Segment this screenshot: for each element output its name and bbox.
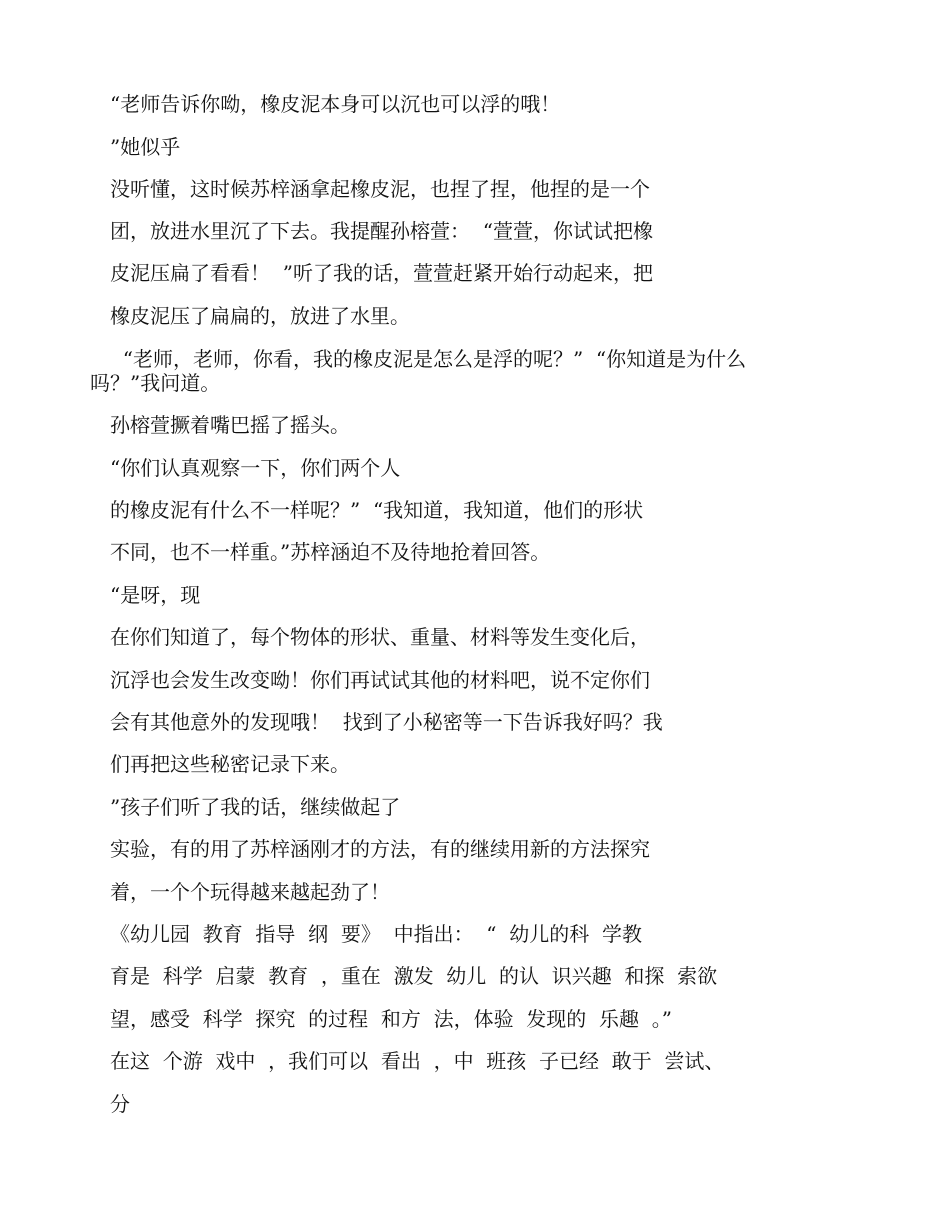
text-line: “老师，老师，你看，我的橡皮泥是怎么是浮的呢？” “你知道是为什么 [110,347,747,371]
text-line: 育是 科学 启蒙 教育 ，重在 激发 幼儿 的认 识兴趣 和探 索欲 [110,964,718,988]
text-line: ”她似乎 [110,135,181,159]
text-line: 在你们知道了，每个物体的形状、重量、材料等发生变化后， [110,625,650,649]
text-line: 《幼儿园 教育 指导 纲 要》 中指出： “ 幼儿的科 学教 [110,922,642,946]
text-line: 着，一个个玩得越来越起劲了！ [110,880,390,904]
text-line: 橡皮泥压了扁扁的，放进了水里。 [110,304,410,328]
text-line: 望，感受 科学 探究 的过程 和方 法，体验 发现的 乐趣 。” [110,1007,672,1031]
text-line: 孙榕萱撅着嘴巴摇了摇头。 [110,413,350,437]
text-line: 沉浮也会发生改变呦！你们再试试其他的材料吧，说不定你们 [110,668,650,692]
text-line: “是呀，现 [110,583,201,607]
text-line: 皮泥压扁了看看！ ”听了我的话，萱萱赶紧开始行动起来，把 [110,261,653,285]
text-line: 们再把这些秘密记录下来。 [110,752,350,776]
text-line: 会有其他意外的发现哦！ 找到了小秘密等一下告诉我好吗？我 [110,710,663,734]
text-line: 团，放进水里沉了下去。我提醒孙榕萱： “萱萱，你试试把橡 [110,219,653,243]
text-line: “老师告诉你呦，橡皮泥本身可以沉也可以浮的哦！ [110,92,561,116]
text-line: ”孩子们听了我的话，继续做起了 [110,795,401,819]
text-line: 分 [110,1092,130,1116]
text-line: 的橡皮泥有什么不一样呢？” “我知道，我知道，他们的形状 [110,498,644,522]
text-line: 不同，也不一样重。”苏梓涵迫不及待地抢着回答。 [110,540,551,564]
text-line: 吗？”我问道。 [90,371,221,395]
text-line: “你们认真观察一下，你们两个人 [110,456,401,480]
text-line: 没听懂，这时候苏梓涵拿起橡皮泥，也捏了捏，他捏的是一个 [110,177,650,201]
text-line: 实验，有的用了苏梓涵刚才的方法，有的继续用新的方法探究 [110,837,650,861]
text-line: 在这 个游 戏中 ，我们可以 看出 ，中 班孩 子已经 敢于 尝试、 [110,1049,725,1073]
